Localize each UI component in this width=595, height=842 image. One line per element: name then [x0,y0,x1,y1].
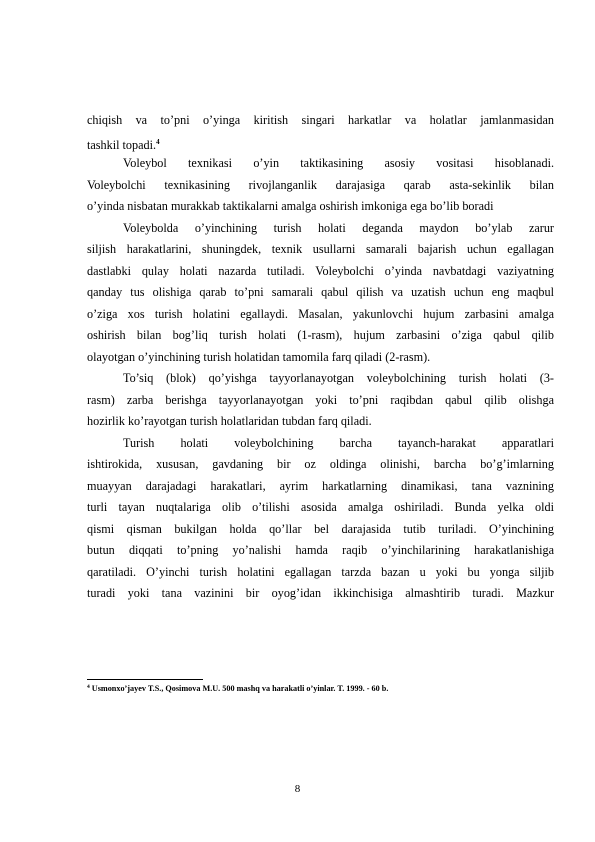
body-line: turadi yoki tana vazinini bir oyog’idan ikkinchisiga almashtirib turadi. Mazkur [87,586,554,600]
body-line-with-footnote-ref [87,132,554,154]
body-line: oshirish bilan bog’liq turish holati (1-rasm), hujum zarbasini o’ziga qabul qilib [87,328,554,342]
body-line: butun diqqati to’pning yo’nalishi hamda raqib o’yinchilarining harakatlanishiga [87,543,554,557]
body-line: Turish holati voleybolchining barcha tayanch-harakat apparatlari [123,435,554,450]
body-line: olayotgan o’yinchining turish holatidan tamomila farq qiladi (2-rasm). [87,349,431,364]
body-text [87,110,554,605]
body-line: o’yinda nisbatan murakkab taktikalarni amalga oshirish imkoniga ega bo’lib boradi [87,199,494,213]
footnote [87,680,388,696]
body-line: hozirlik ko’rayotgan turish holatlaridan tubdan farq qiladi. [87,414,372,428]
body-line: siljish harakatlarini, shuningdek, texnik usullarni samarali bajarish uchun egallagan [87,242,554,256]
body-line: ishtirokida, xususan, gavdaning bir oz oldinga olinishi, barcha bo’g’imlarning [87,457,554,471]
page-number: 8 [294,783,301,795]
body-line: dastlabki qulay holati nazarda tutiladi. Voleybolchi o’yinda navbatdagi vaziyatning [87,263,554,278]
body-line: turli tayan nuqtalariga olib o’tilishi asosida amalga oshiriladi. Bunda yelka oldi [87,500,554,514]
body-line: rasm) zarba berishga tayyorlanayotgan yoki to’pni raqibdan qabul qilib olishga [87,392,554,407]
body-line: muayyan darajadagi harakatlari, ayrim harkatlarning dinamikasi, tana vaznining [87,478,554,493]
body-line: qanday tus olishiga qarab to’pni samarali qabul qilish va uzatish uchun eng maqbul [87,285,554,299]
body-line: qaratiladi. O’yinchi turish holatini egallagan tarzda bazan u yoki bu yonga siljib [87,564,554,579]
footnote-marker: 4 [87,684,90,690]
body-line-text: tashkil topadi. [87,137,157,152]
body-line: Voleybolda o’yinchining turish holati deganda maydon bo’ylab zarur [123,220,554,235]
footnote-reference[interactable]: 4 [156,137,160,146]
footnote-text: Usmonxo’jayev T.S., Qosimova M.U. 500 mashq va harakatli o’yinlar. T. 1999. - 60 b. [91,684,389,693]
body-line: qismi qisman bukilgan holda qo’llar bel darajasida tutib turiladi. O’yinchining [87,521,554,536]
body-line: o’ziga xos turish holatini egallaydi. Masalan, yakunlovchi hujum zarbasini amalga [87,306,554,321]
body-line: Voleybol texnikasi o’yin taktikasining asosiy vositasi hisoblanadi. [123,156,554,170]
body-line: To’siq (blok) qo’yishga tayyorlanayotgan voleybolchining turish holati (3- [123,371,554,385]
body-line: chiqish va to’pni o’yinga kiritish singari harkatlar va holatlar jamlanmasidan [87,113,554,127]
body-line: Voleybolchi texnikasining rivojlanganlik darajasiga qarab asta-sekinlik bilan [87,177,554,192]
